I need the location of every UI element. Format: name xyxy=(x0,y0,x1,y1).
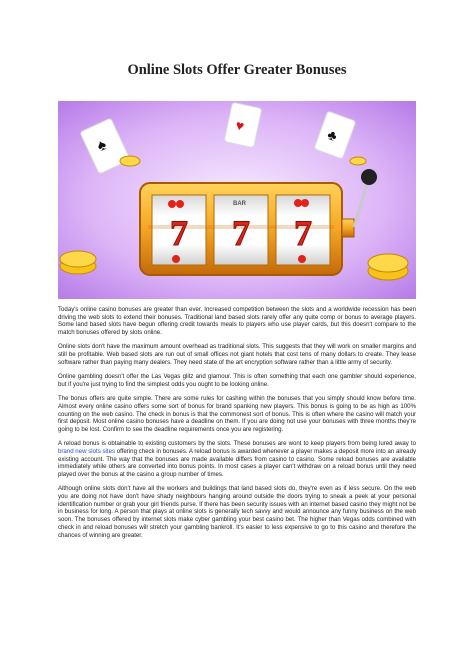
slot-machine-illustration xyxy=(58,101,416,299)
paragraph-text: offering check in bonuses. A reload bonus is awarded whenever a player makes a deposit more into an already existing account. The way that the bonuses are made available differs from casino to casino. Some reload bonuses are available immediately while others are converted into bonus points. In most cases a player can't withdraw on a reload bonus until they need played over the bonus at the casino a group number of times. xyxy=(58,447,417,479)
reel-2-symbol: 7 xyxy=(232,213,250,253)
paragraph: Online gambling doesn't offer the Las Vegas glitz and glamour. This is often something that each one gambler should experience, but if you're just trying to find the simplest odds you ought to be looking online. xyxy=(58,373,416,388)
brand-new-slots-link[interactable]: brand new slots sites xyxy=(58,447,116,455)
svg-text:♥: ♥ xyxy=(234,118,246,136)
paragraph: Although online slots don't have all the workers and buildings that land based slots do, they're even as if less secure. On the web you are doing not have don't have shady neighbours hanging around outside the doors trying to sneak a peek at your personal identification number or grab your girl friends purse. If there has been security issues with an internet based casino they might not be in business for long. A person that plays at online slots is generally tech savvy and would announce any funny business on the web soon. The bonuses offered by internet slots make cyber gambling your best casino bet. The higher than Vegas odds combined with check in and reload bonuses will stretch your gambling bankroll. It's easier to less expensive to go to this casino and therefore the chances of winning are greater. xyxy=(58,485,416,539)
page-title: Online Slots Offer Greater Bonuses xyxy=(127,62,347,78)
reel-top-label: BAR xyxy=(233,201,246,207)
article-body xyxy=(58,306,416,546)
reel-3-symbol: 7 xyxy=(294,213,312,253)
slot-machine-graphic xyxy=(58,101,416,299)
svg-text:♠: ♠ xyxy=(94,136,110,156)
paragraph: The bonus offers are quite simple. There are some rules for cashing within the bonuses that you simply should know before time. Almost every online casino offers some sort of bonus for brand spanking new players. This bonus is going to be as high as 100% counting on the web casino. The check in bonus is that the commonest sort of bonus. This is often where the casino will match your first deposit. Most online casino bonuses have a deadline on them. If you are doing not use your bonuses with three months they're going to be lost. Confirm to see the deadline requirements once you are registering. xyxy=(58,395,416,433)
paragraph-text: A reload bonus is obtainable to existing customers by the slots. These bonuses are wont to keep players from being lured away to xyxy=(58,440,416,448)
paragraph: Online slots don't have the maximum amount overhead as traditional slots. This suggests that they will work on smaller margins and still be profitable. Web based slots are run out of small offices not giant hotels that cost tens of many dollars to create. They lease software rather than paying many dealers. They need state of the art encryption software rather than a little army of security. xyxy=(58,343,416,366)
paragraph: Today's online casino bonuses are greater than ever. Increased competition between the slots and a worldwide recession has been driving the web slots to extend their bonuses. Traditional land based slots rarely offer any quite comp or bonus to average players. Some land based slots have begun offering credit towards meals to players who use player cards, but this doesn't compare to the match bonuses offered by slots online. xyxy=(58,306,416,337)
reel-1-symbol: 7 xyxy=(170,213,188,253)
paragraph-with-link xyxy=(58,440,416,479)
svg-text:♣: ♣ xyxy=(325,127,339,146)
